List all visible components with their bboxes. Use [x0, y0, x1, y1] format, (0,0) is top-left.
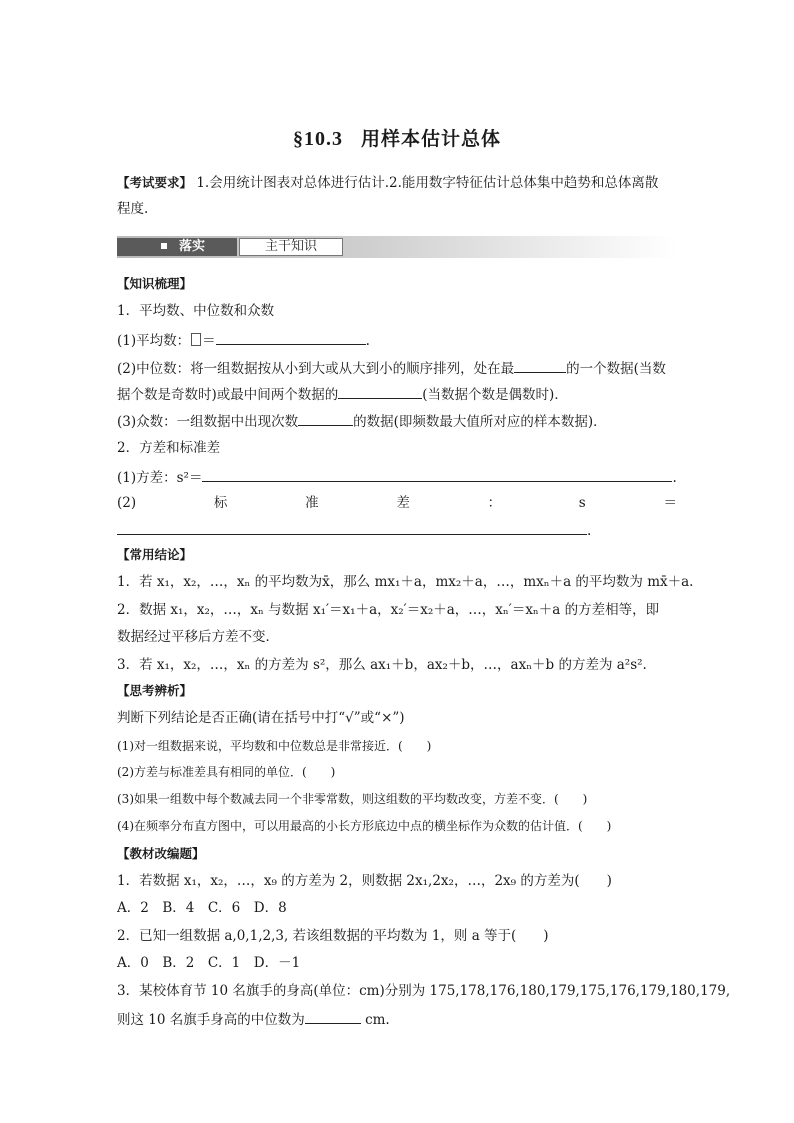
- conclusion-2-line2: 数据经过平移后方差不变．: [117, 629, 279, 645]
- x-bar-placeholder-icon: [191, 333, 201, 346]
- page-title: [0, 124, 794, 151]
- std-deviation-definition: (2) 标 准 差 ： s ＝: [117, 495, 677, 511]
- section-title: 用样本估计总体: [360, 128, 501, 150]
- std-deviation-blank-line: .: [117, 520, 677, 540]
- knowledge-heading: 【知识梳理】: [117, 276, 193, 291]
- median-blank-2[interactable]: [338, 384, 422, 399]
- mode-definition: (3)众数：一组数据中出现次数 的数据(即频数最大值所对应的样本数据)．: [117, 411, 677, 431]
- std-deviation-blank[interactable]: [117, 520, 587, 535]
- variance-definition: (1)方差：s²＝ .: [117, 467, 677, 487]
- thinking-question-4: (4)在频率分布直方图中，可以用最高的小长方形底边中点的横坐标作为众数的估计值．( ): [117, 819, 612, 833]
- thinking-intro: 判断下列结论是否正确(请在括号中打“√”或“×”): [117, 710, 405, 726]
- problem-3-line2: 则这 10 名旗手身高的中位数为 cm.: [117, 1009, 677, 1029]
- conclusion-3: 3．若 x₁，x₂，…，xₙ 的方差为 s²，那么 ax₁＋b，ax₂＋b，…，axₙ＋b 的方差为 a²s².: [117, 657, 647, 673]
- median-definition-line1: (2)中位数：将一组数据按从小到大或从大到小的顺序排列，处在最 的一个数据(当数: [117, 358, 677, 378]
- problem-1: 1．若数据 x₁，x₂，…，x₉ 的方差为 2，则数据 2x₁,2x₂，…，2x₉ 的方差为( ): [117, 873, 612, 889]
- problem-2-options: A．0 B．2 C．1 D．－1: [117, 955, 301, 971]
- section-number: §10.3: [292, 128, 343, 150]
- problem-3-blank[interactable]: [305, 1009, 361, 1024]
- thinking-question-1: (1)对一组数据来说，平均数和中位数总是非常接近．( ): [117, 739, 432, 753]
- median-blank-1[interactable]: [514, 358, 566, 373]
- problem-3-line1: 3．某校体育节 10 名旗手的身高(单位：cm)分别为 175,178,176,180,179,175,176,179,180,179,: [117, 983, 731, 999]
- problem-1-options: A．2 B．4 C．6 D．8: [117, 900, 287, 916]
- exam-requirements-line1: [117, 174, 677, 192]
- conclusion-2-line1: 2．数据 x₁，x₂，…，xₙ 与数据 x₁′＝x₁＋a，x₂′＝x₂＋a，…，xₙ′＝xₙ＋a 的方差相等，即: [117, 602, 660, 618]
- thinking-heading: 【思考辨析】: [117, 683, 193, 698]
- knowledge-item1-title: 1．平均数、中位数和众数: [117, 303, 275, 319]
- exam-requirements-line2: 程度.: [117, 201, 149, 217]
- requirements-label: 【考试要求】: [117, 175, 193, 190]
- median-definition-line2: 据个数是奇数时)或最中间两个数据的 (当数据个数是偶数时)．: [117, 384, 677, 404]
- mode-blank[interactable]: [298, 411, 353, 426]
- banner-light-tab: 主干知识: [239, 238, 343, 256]
- mean-definition: (1)平均数： ＝ .: [117, 330, 677, 350]
- problem-2: 2．已知一组数据 a,0,1,2,3, 若该组数据的平均数为 1，则 a 等于( ): [117, 928, 549, 944]
- conclusion-1: 1．若 x₁，x₂，…，xₙ 的平均数为x̄，那么 mx₁＋a，mx₂＋a，…，mxₙ＋a 的平均数为 mx̄＋a.: [117, 574, 694, 590]
- banner-dark-tab: 落实: [117, 238, 237, 256]
- knowledge-item2-title: 2．方差和标准差: [117, 440, 221, 456]
- conclusions-heading: 【常用结论】: [117, 547, 193, 562]
- square-bullet-icon: [161, 243, 167, 249]
- section-banner: [117, 236, 677, 258]
- requirements-text: 1.会用统计图表对总体进行估计.2.能用数字特征估计总体集中趋势和总体离散: [196, 175, 659, 191]
- variance-blank[interactable]: [202, 467, 672, 482]
- thinking-question-3: (3)如果一组数中每个数减去同一个非零常数，则这组数的平均数改变，方差不变．( ): [117, 792, 588, 806]
- thinking-question-2: (2)方差与标准差具有相同的单位．( ): [117, 765, 336, 779]
- textbook-heading: 【教材改编题】: [117, 846, 205, 861]
- mean-blank[interactable]: [216, 330, 366, 345]
